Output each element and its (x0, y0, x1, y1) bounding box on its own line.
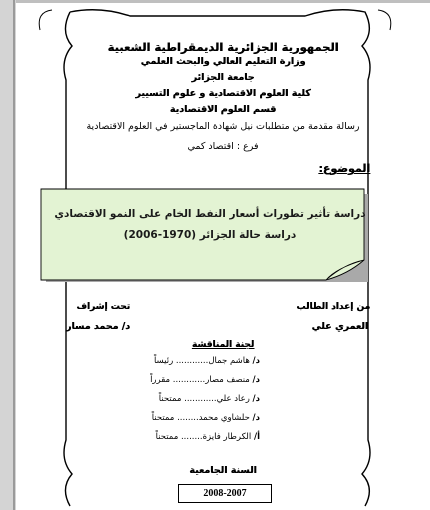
university-header: جامعة الجزائر (191, 72, 255, 83)
ministry-header: وزارة التعليم العالي والبحث العلمي (140, 56, 306, 67)
committee-member: أ/ الكرطار فايزة........ ممتحناً (155, 432, 260, 442)
thesis-title-line1: دراسة تأثير تطورات أسعار النفط الخام على النمو الاقتصادي (54, 208, 366, 220)
thesis-title-line2: دراسة حالة الجزائر (1970-2006) (123, 229, 297, 241)
branch-label: فرع : اقتصاد كمي (187, 141, 259, 152)
committee-member: د/ منصف مصار............ مقرراً (150, 375, 260, 385)
thesis-note: رسالة مقدمة من متطلبات نيل شهادة الماجستير في العلوم الاقتصادية (86, 121, 360, 132)
faculty-header: كلية العلوم الاقتصادية و علوم التسيير (135, 88, 311, 99)
department-header: قسم العلوم الاقتصادية (169, 104, 277, 115)
author-name: العمري علي (311, 321, 368, 332)
committee-member: د/ حلشاوي محمد........ ممتحناً (151, 413, 260, 423)
supervisor-label: تحت إشراف (76, 302, 130, 312)
committee-title: لجنة المناقشة (191, 340, 255, 350)
republic-header: الجمهورية الجزائرية الديمقراطية الشعبية (107, 40, 339, 54)
committee-member: د/ هاشم جمال............ رئيساً (153, 356, 260, 366)
committee-member: د/ رعاد علي............ ممتحناً (158, 394, 260, 404)
author-label: من إعداد الطالب (296, 302, 370, 312)
academic-year: 2008-2007 (178, 484, 272, 503)
topic-label: الموضوع: (318, 162, 370, 175)
academic-year-label: السنة الجامعية (189, 465, 257, 476)
supervisor-name: د/ محمد مسار (65, 321, 130, 332)
